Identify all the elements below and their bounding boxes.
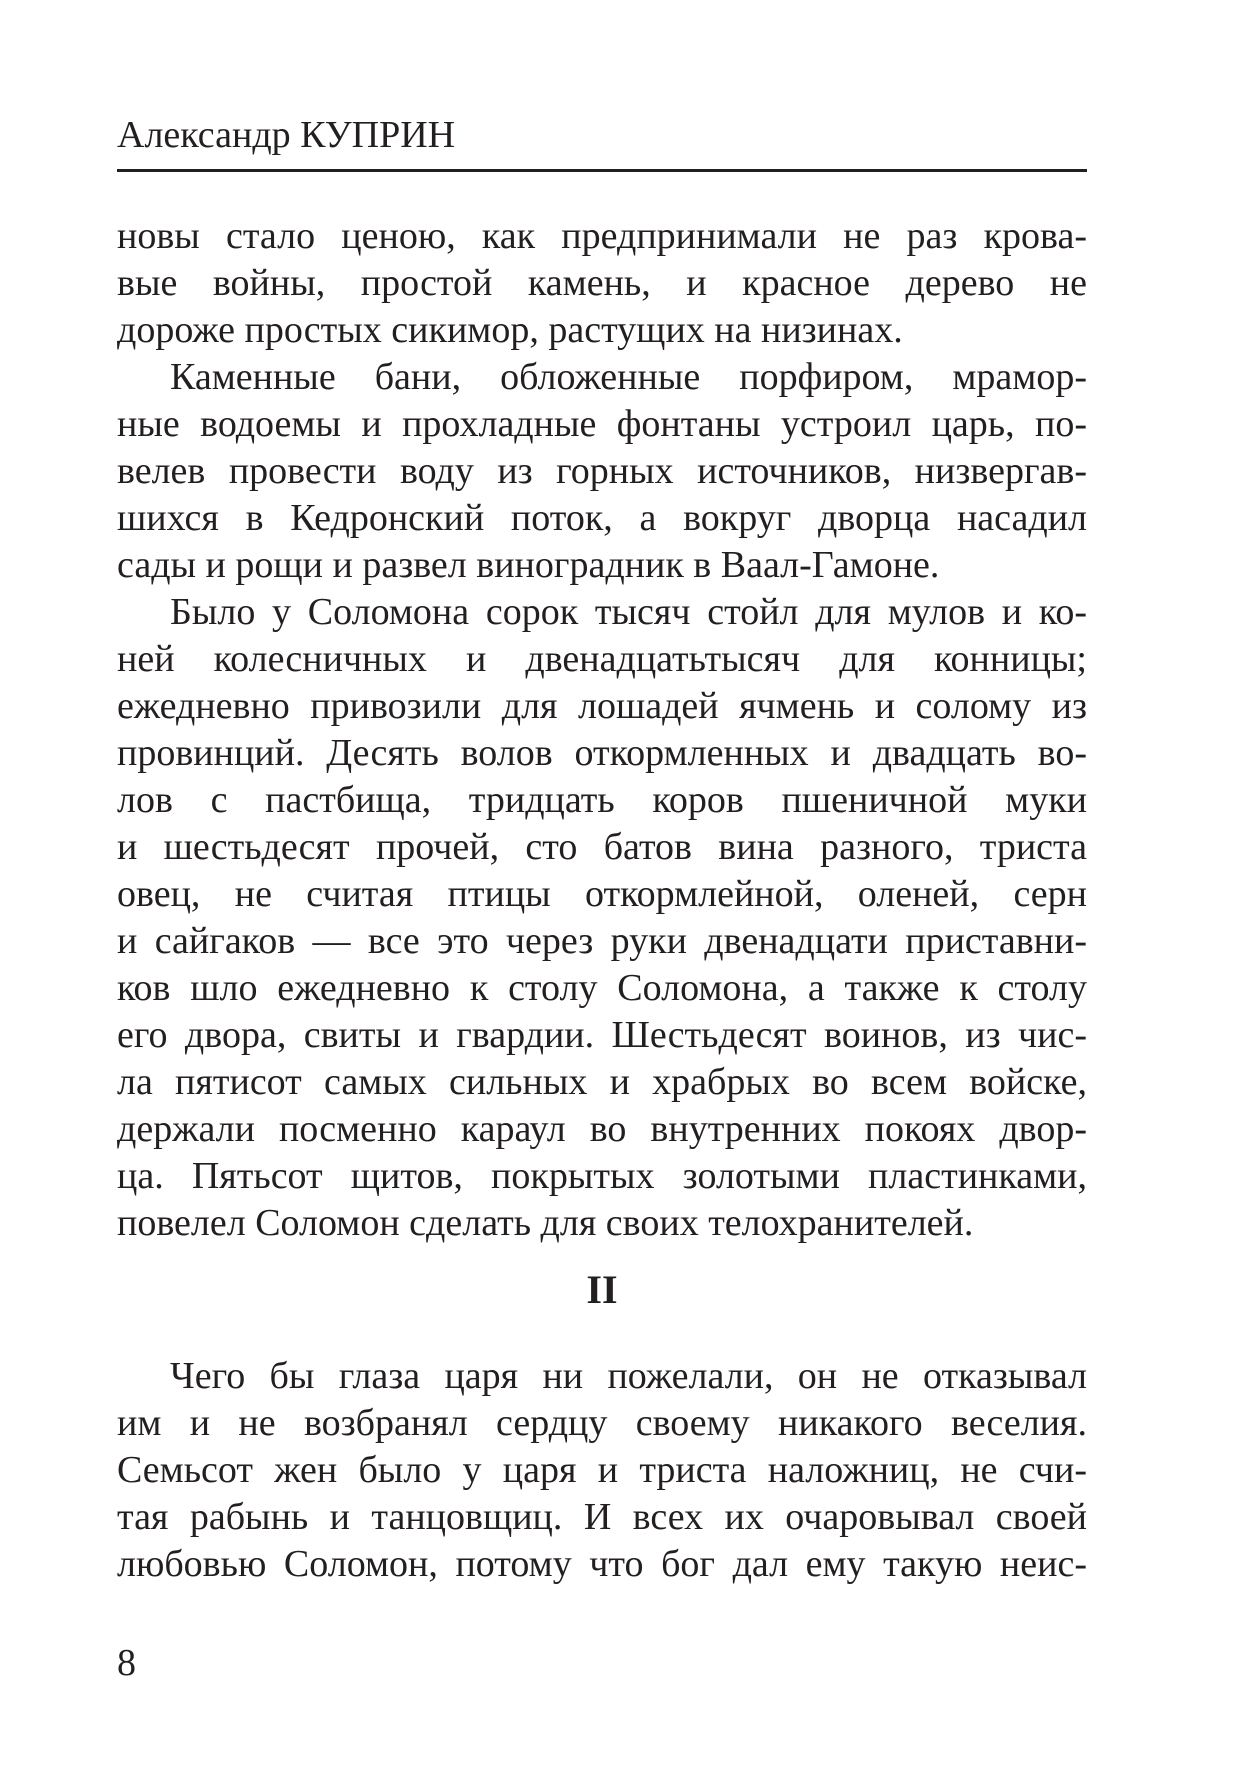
text-line: ней колесничных и двенадцатьтысяч для конницы; xyxy=(117,638,1087,680)
text-line: Было у Соломона сорок тысяч стойл для мулов и ко- xyxy=(170,591,1087,633)
text-line: шихся в Кедронский поток, а вокруг дворца насадил xyxy=(117,497,1087,539)
text-line: дороже простых сикимор, растущих на низинах. xyxy=(117,309,903,351)
text-line: им и не возбранял сердцу своему никакого веселия. xyxy=(117,1402,1087,1444)
text-line: лов с пастбища, тридцать коров пшеничной муки xyxy=(117,779,1087,821)
running-head-author: Александр КУПРИН xyxy=(117,114,456,156)
text-line: Чего бы глаза царя ни пожелали, он не отказывал xyxy=(170,1355,1087,1397)
text-line: его двора, свиты и гвардии. Шестьдесят воинов, из чис- xyxy=(117,1014,1087,1056)
text-line: вые войны, простой камень, и красное дерево не xyxy=(117,262,1087,304)
text-line: и сайгаков — все это через руки двенадцати приставни- xyxy=(117,920,1087,962)
text-line: Семьсот жен было у царя и триста наложниц, не счи- xyxy=(117,1449,1087,1491)
text-line: провинций. Десять волов откормленных и двадцать во- xyxy=(117,732,1087,774)
body-text-top xyxy=(117,213,1087,1247)
text-line: и шестьдесят прочей, сто батов вина разного, триста xyxy=(117,826,1087,868)
body-text-bottom xyxy=(117,1353,1087,1588)
text-line: овец, не считая птицы откормлейной, оленей, серн xyxy=(117,873,1087,915)
text-line: ца. Пятьсот щитов, покрытых золотыми пластинками, xyxy=(117,1155,1087,1197)
text-line: сады и рощи и развел виноградник в Ваал-Гамоне. xyxy=(117,544,940,586)
text-line: повелел Соломон сделать для своих телохранителей. xyxy=(117,1202,974,1244)
section-heading: II xyxy=(586,1267,618,1312)
text-line: любовью Соломон, потому что бог дал ему такую неис- xyxy=(117,1543,1087,1585)
text-line: тая рабынь и танцовщиц. И всех их очаровывал своей xyxy=(117,1496,1087,1538)
header-rule xyxy=(117,169,1087,172)
page-number: 8 xyxy=(117,1642,136,1684)
text-line: ла пятисот самых сильных и храбрых во всем войске, xyxy=(117,1061,1087,1103)
text-line: ков шло ежедневно к столу Соломона, а также к столу xyxy=(117,967,1087,1009)
text-line: ежедневно привозили для лошадей ячмень и солому из xyxy=(117,685,1087,727)
text-line: велев провести воду из горных источников, низвергав- xyxy=(117,450,1087,492)
text-line: новы стало ценою, как предпринимали не раз крова- xyxy=(117,215,1087,257)
text-line: Каменные бани, обложенные порфиром, мрамор- xyxy=(170,356,1087,398)
text-line: ные водоемы и прохладные фонтаны устроил царь, по- xyxy=(117,403,1087,445)
text-line: держали посменно караул во внутренних покоях двор- xyxy=(117,1108,1087,1150)
